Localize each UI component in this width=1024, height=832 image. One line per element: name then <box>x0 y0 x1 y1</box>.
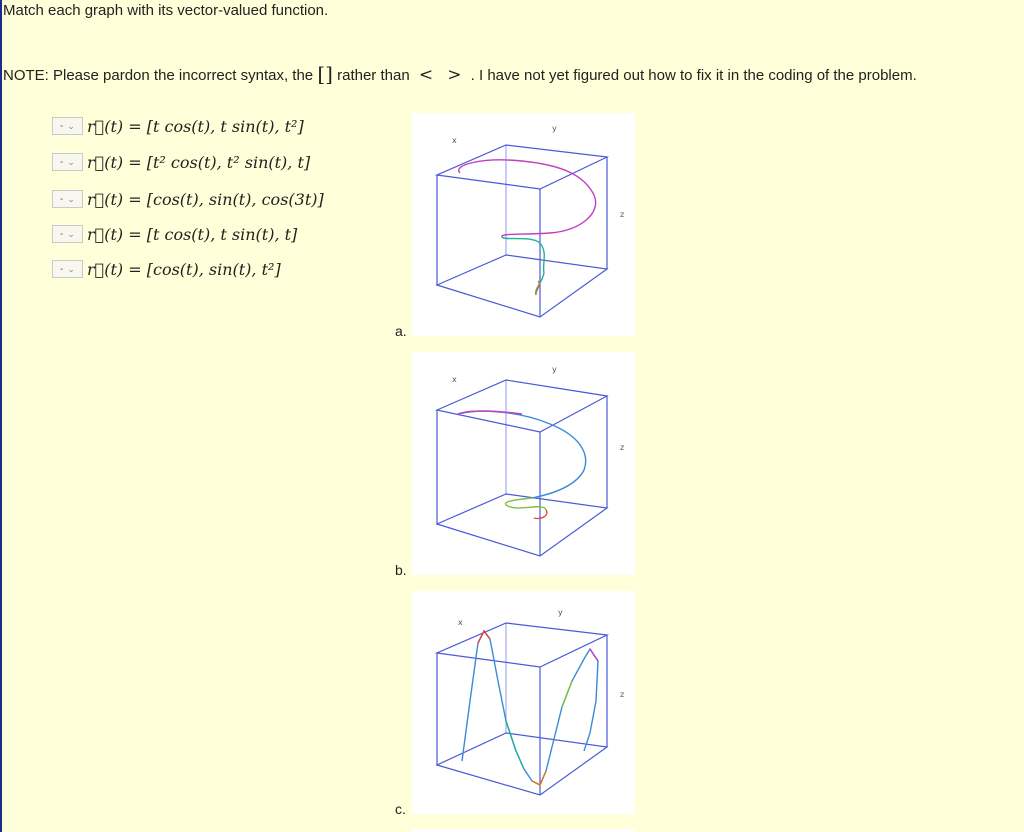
function-equation: r⃗(t) = [t² cos(t), t² sin(t), t] <box>87 152 311 172</box>
z-axis-label: z <box>620 443 625 452</box>
question-row <box>52 259 281 279</box>
left-border <box>0 0 2 832</box>
chevron-down-icon: ⌄ <box>67 228 75 239</box>
chevron-down-icon: ⌄ <box>67 120 75 131</box>
function-equation: r⃗(t) = [cos(t), sin(t), t²] <box>87 259 281 279</box>
function-equation: r⃗(t) = [t cos(t), t sin(t), t] <box>87 224 298 244</box>
answer-select[interactable] <box>52 225 83 243</box>
function-equation: r⃗(t) = [t cos(t), t sin(t), t²] <box>87 116 304 136</box>
graph-b <box>412 352 635 575</box>
graph-c-plot <box>412 591 635 814</box>
chevron-down-icon: ⌄ <box>67 263 75 274</box>
note-suffix: . I have not yet figured out how to fix it in the coding of the problem. <box>470 67 917 84</box>
graph-c-label: c. <box>395 801 406 817</box>
x-axis-label: x <box>452 136 457 145</box>
answer-select[interactable] <box>52 190 83 208</box>
chevron-down-icon: ⌄ <box>67 156 75 167</box>
graph-c <box>412 591 635 814</box>
answer-select[interactable] <box>52 153 83 171</box>
answer-select-value: - <box>60 156 64 168</box>
y-axis-label: y <box>552 124 557 133</box>
question-row <box>52 152 310 172</box>
note-brackets: [] <box>317 62 333 86</box>
x-axis-label: x <box>458 618 463 627</box>
z-axis-label: z <box>620 690 625 699</box>
z-axis-label: z <box>620 210 625 219</box>
graph-b-plot <box>412 352 635 575</box>
note-prefix: NOTE: Please pardon the incorrect syntax, the <box>3 67 314 84</box>
answer-select[interactable] <box>52 117 83 135</box>
y-axis-label: y <box>552 365 557 374</box>
note-text <box>3 62 917 86</box>
note-lt: < <box>418 65 434 85</box>
instruction-text: Match each graph with its vector-valued function. <box>3 2 329 19</box>
answer-select-value: - <box>60 120 64 132</box>
graph-a <box>412 113 635 336</box>
graph-a-label: a. <box>395 323 407 339</box>
x-axis-label: x <box>452 375 457 384</box>
answer-select[interactable] <box>52 260 83 278</box>
answer-select-value: - <box>60 193 64 205</box>
graph-a-plot <box>412 113 635 336</box>
chevron-down-icon: ⌄ <box>67 193 75 204</box>
note-gt: > <box>447 65 462 85</box>
y-axis-label: y <box>558 608 563 617</box>
question-row <box>52 224 297 244</box>
answer-select-value: - <box>60 263 64 275</box>
graph-b-label: b. <box>395 562 407 578</box>
answer-select-value: - <box>60 228 64 240</box>
question-row <box>52 116 304 136</box>
function-equation: r⃗(t) = [cos(t), sin(t), cos(3t)] <box>87 189 324 209</box>
question-row <box>52 189 324 209</box>
note-middle: rather than <box>337 67 410 84</box>
